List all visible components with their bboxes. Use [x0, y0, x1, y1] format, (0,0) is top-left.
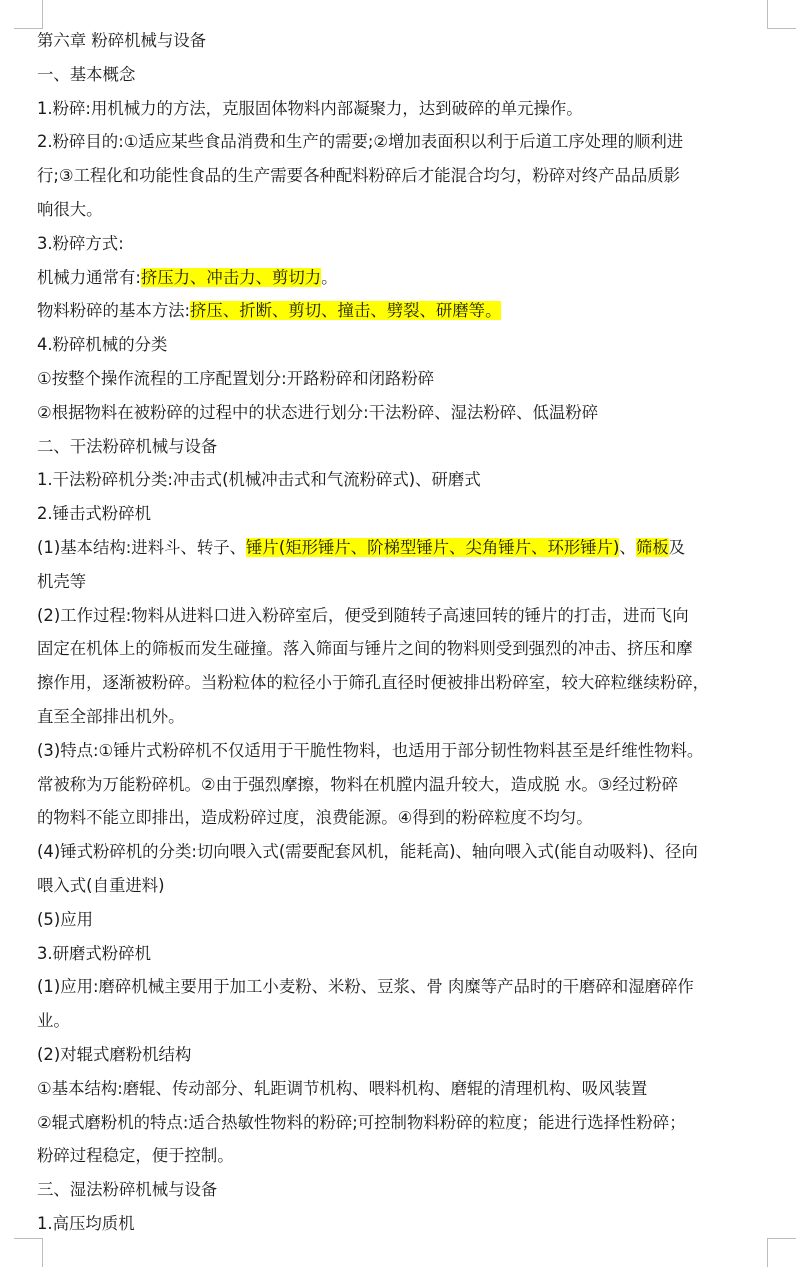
- paragraph-line: 业。: [37, 1011, 70, 1031]
- paragraph-line: 粉碎过程稳定，便于控制。: [37, 1146, 234, 1166]
- paragraph-line: (4)锤式粉碎机的分类:切向喂入式(需要配套风机，能耗高)、轴向喂入式(能自动吸料)、径向: [37, 842, 698, 862]
- text-run: 。: [321, 267, 338, 287]
- section-heading: 一、基本概念: [37, 64, 136, 84]
- text-run: 物料粉碎的基本方法:: [37, 301, 191, 321]
- paragraph-line: 1.干法粉碎机分类:冲击式(机械冲击式和气流粉碎式)、研磨式: [37, 470, 481, 490]
- highlighted-text: 筛板: [635, 537, 669, 557]
- text-run: (1)基本结构:进料斗、转子、: [37, 537, 247, 557]
- paragraph-line: 1.粉碎:用机械力的方法，克服固体物料内部凝聚力，达到破碎的单元操作。: [37, 98, 583, 118]
- paragraph-line: 机壳等: [37, 571, 87, 591]
- paragraph-line: 行;③工程化和功能性食品的生产需要各种配料粉碎后才能混合均匀，粉碎对终产品品质影: [37, 166, 681, 186]
- paragraph-line: ①按整个操作流程的工序配置划分:开路粉碎和闭路粉碎: [37, 368, 435, 388]
- highlighted-text: 挤压力、冲击力、剪切力: [140, 267, 322, 287]
- highlighted-text: 锤片(矩形锤片、阶梯型锤片、尖角锤片、环形锤片): [246, 537, 620, 557]
- section-heading: 二、干法粉碎机械与设备: [37, 436, 218, 456]
- document-page: [37, 24, 773, 1241]
- paragraph-line: 响很大。: [37, 199, 103, 219]
- paragraph-line: 的物料不能立即排出，造成粉碎过度，浪费能源。④得到的粉碎粒度不均匀。: [37, 808, 593, 828]
- subheading: 3.研磨式粉碎机: [37, 943, 151, 963]
- highlighted-text: 挤压、折断、剪切、撞击、劈裂、研磨等。: [190, 301, 502, 321]
- paragraph-line-highlighted: [37, 261, 773, 295]
- crop-mark-bottom-left: [14, 1238, 43, 1267]
- text-run: 、: [619, 537, 636, 557]
- paragraph-line: 擦作用，逐渐被粉碎。当粉粒体的粒径小于筛孔直径时便被排出粉碎室，较大碎粒继续粉碎，: [37, 673, 710, 693]
- subheading: 2.锤击式粉碎机: [37, 504, 151, 524]
- paragraph-line: (1)应用:磨碎机械主要用于加工小麦粉、米粉、豆浆、骨 肉糜等产品时的干磨碎和湿磨碎作: [37, 977, 694, 997]
- paragraph-line: 常被称为万能粉碎机。②由于强烈摩擦，物料在机膛内温升较大，造成脱 水。③经过粉碎: [37, 774, 679, 794]
- chapter-title: 第六章 粉碎机械与设备: [37, 31, 207, 50]
- paragraph-line: 2.粉碎目的:①适应某些食品消费和生产的需要;②增加表面积以利于后道工序处理的顺利进: [37, 132, 684, 152]
- paragraph-line: ②辊式磨粉机的特点:适合热敏性物料的粉碎;可控制物料粉碎的粒度；能进行选择性粉碎；: [37, 1112, 686, 1132]
- paragraph-line: 喂入式(自重进料): [37, 875, 165, 895]
- text-run: 机械力通常有:: [37, 267, 141, 287]
- paragraph-line: (2)对辊式磨粉机结构: [37, 1044, 192, 1064]
- paragraph-line-highlighted: [37, 531, 773, 565]
- subheading: 4.粉碎机械的分类: [37, 335, 168, 355]
- paragraph-line: 直至全部排出机外。: [37, 706, 185, 726]
- paragraph-line: ②根据物料在被粉碎的过程中的状态进行划分:干法粉碎、湿法粉碎、低温粉碎: [37, 402, 599, 422]
- paragraph-line: (5)应用: [37, 909, 93, 929]
- paragraph-line: (2)工作过程:物料从进料口进入粉碎室后，便受到随转子高速回转的锤片的打击，进而飞向: [37, 605, 689, 625]
- crop-mark-bottom-right: [767, 1238, 796, 1267]
- paragraph-line: ①基本结构:磨辊、传动部分、轧距调节机构、喂料机构、磨辊的清理机构、吸风装置: [37, 1078, 648, 1098]
- paragraph-line-highlighted: [37, 294, 773, 328]
- paragraph-line: (3)特点:①锤片式粉碎机不仅适用于干脆性物料，也适用于部分韧性物料甚至是纤维性物料。: [37, 740, 704, 760]
- subheading: 3.粉碎方式:: [37, 233, 124, 253]
- paragraph-line: 固定在机体上的筛板而发生碰撞。落入筛面与锤片之间的物料则受到强烈的冲击、挤压和摩: [37, 639, 693, 659]
- section-heading: 三、湿法粉碎机械与设备: [37, 1180, 218, 1200]
- text-run: 及: [668, 537, 685, 557]
- subheading: 1.高压均质机: [37, 1213, 135, 1233]
